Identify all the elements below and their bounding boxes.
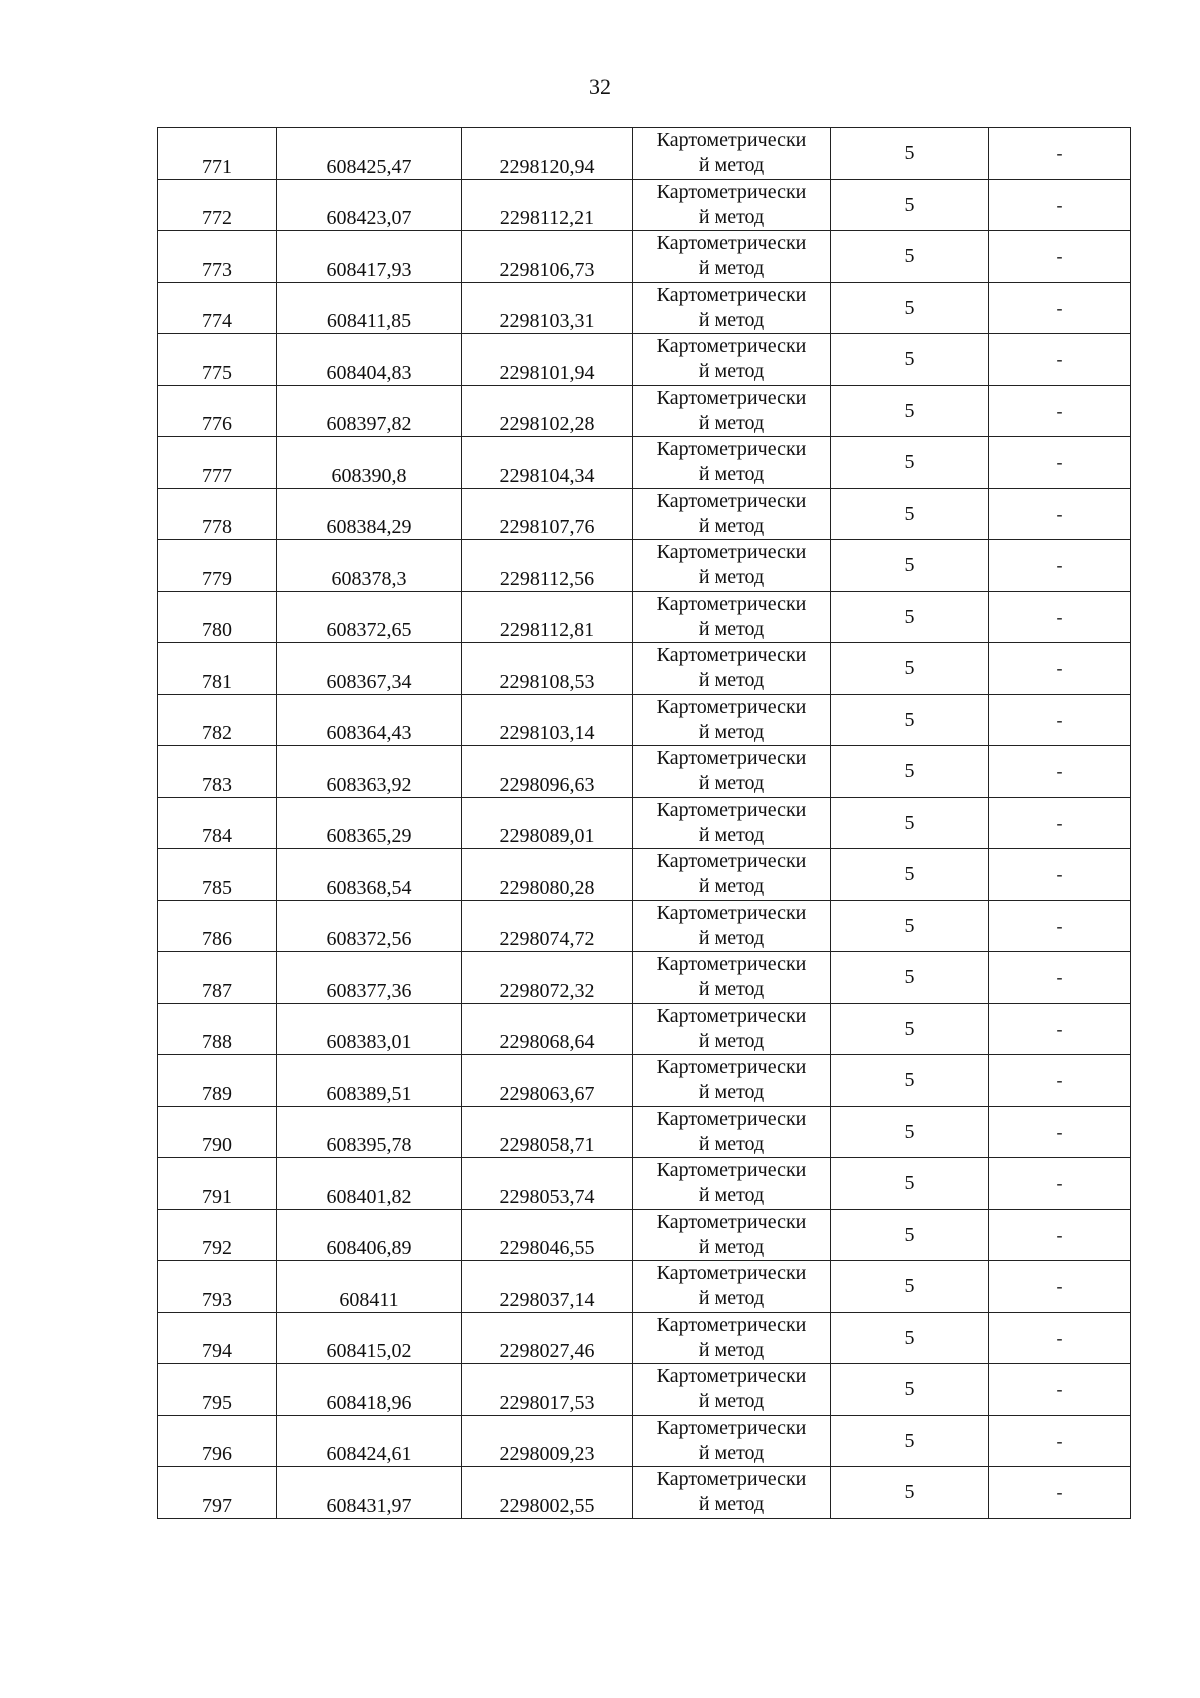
method-text-line-1: Картометрически xyxy=(656,1107,807,1130)
y-coordinate-cell: 2298103,31 xyxy=(462,282,633,334)
y-coordinate-cell: 2298058,71 xyxy=(462,1106,633,1158)
y-coordinate-cell: 2298027,46 xyxy=(462,1312,633,1364)
method-text-line-1: Картометрически xyxy=(656,541,807,564)
y-coordinate-cell: 2298089,01 xyxy=(462,797,633,849)
accuracy-cell: 5 xyxy=(831,1209,989,1261)
y-coordinate-cell: 2298009,23 xyxy=(462,1415,633,1467)
note-cell: - xyxy=(989,1158,1131,1210)
point-number-cell: 784 xyxy=(158,797,277,849)
note-cell: - xyxy=(989,746,1131,798)
x-coordinate-cell: 608377,36 xyxy=(277,952,462,1004)
y-coordinate-cell: 2298108,53 xyxy=(462,643,633,695)
y-coordinate-cell: 2298103,14 xyxy=(462,694,633,746)
table-row xyxy=(158,385,1131,437)
table-row xyxy=(158,1209,1131,1261)
y-coordinate-cell: 2298102,28 xyxy=(462,385,633,437)
point-number-cell: 790 xyxy=(158,1106,277,1158)
method-text-line-2: й метод xyxy=(698,720,765,743)
table-row xyxy=(158,952,1131,1004)
method-text-line-1: Картометрически xyxy=(656,1159,807,1182)
accuracy-cell: 5 xyxy=(831,488,989,540)
method-text-line-2: й метод xyxy=(698,566,765,589)
method-text-line-2: й метод xyxy=(698,1441,765,1464)
y-coordinate-cell: 2298112,81 xyxy=(462,591,633,643)
accuracy-cell: 5 xyxy=(831,128,989,180)
note-cell: - xyxy=(989,1261,1131,1313)
point-number-cell: 782 xyxy=(158,694,277,746)
method-text-line-2: й метод xyxy=(698,205,765,228)
table-row xyxy=(158,746,1131,798)
method-cell xyxy=(633,1209,831,1261)
point-number-cell: 775 xyxy=(158,334,277,386)
note-cell: - xyxy=(989,797,1131,849)
method-text-line-1: Картометрически xyxy=(656,1056,807,1079)
y-coordinate-cell: 2298017,53 xyxy=(462,1364,633,1416)
method-text-line-2: й метод xyxy=(698,772,765,795)
method-text-line-1: Картометрически xyxy=(656,232,807,255)
point-number-cell: 787 xyxy=(158,952,277,1004)
table-row xyxy=(158,282,1131,334)
method-text-line-2: й метод xyxy=(698,1029,765,1052)
method-cell xyxy=(633,128,831,180)
y-coordinate-cell: 2298074,72 xyxy=(462,900,633,952)
page-number: 32 xyxy=(589,74,611,99)
point-number-cell: 780 xyxy=(158,591,277,643)
table-row xyxy=(158,1106,1131,1158)
method-text-line-2: й метод xyxy=(698,411,765,434)
x-coordinate-cell: 608368,54 xyxy=(277,849,462,901)
method-text-line-1: Картометрически xyxy=(656,129,807,152)
method-text-line-1: Картометрически xyxy=(656,592,807,615)
x-coordinate-cell: 608417,93 xyxy=(277,231,462,283)
note-cell: - xyxy=(989,128,1131,180)
accuracy-cell: 5 xyxy=(831,1003,989,1055)
accuracy-cell: 5 xyxy=(831,1055,989,1107)
y-coordinate-cell: 2298101,94 xyxy=(462,334,633,386)
method-cell xyxy=(633,797,831,849)
accuracy-cell: 5 xyxy=(831,1364,989,1416)
method-cell xyxy=(633,385,831,437)
x-coordinate-cell: 608384,29 xyxy=(277,488,462,540)
accuracy-cell: 5 xyxy=(831,797,989,849)
y-coordinate-cell: 2298080,28 xyxy=(462,849,633,901)
method-text-line-1: Картометрически xyxy=(656,1210,807,1233)
accuracy-cell: 5 xyxy=(831,282,989,334)
method-text-line-1: Картометрически xyxy=(656,1416,807,1439)
method-cell xyxy=(633,179,831,231)
note-cell: - xyxy=(989,849,1131,901)
method-text-line-2: й метод xyxy=(698,1235,765,1258)
y-coordinate-cell: 2298107,76 xyxy=(462,488,633,540)
method-text-line-2: й метод xyxy=(698,1081,765,1104)
method-cell xyxy=(633,1055,831,1107)
table-row xyxy=(158,1467,1131,1519)
method-cell xyxy=(633,1467,831,1519)
method-text-line-1: Картометрически xyxy=(656,489,807,512)
point-number-cell: 777 xyxy=(158,437,277,489)
x-coordinate-cell: 608367,34 xyxy=(277,643,462,695)
y-coordinate-cell: 2298063,67 xyxy=(462,1055,633,1107)
method-cell xyxy=(633,282,831,334)
x-coordinate-cell: 608418,96 xyxy=(277,1364,462,1416)
table-row xyxy=(158,128,1131,180)
method-cell xyxy=(633,1158,831,1210)
method-cell xyxy=(633,488,831,540)
method-text-line-2: й метод xyxy=(698,978,765,1001)
method-text-line-1: Картометрически xyxy=(656,747,807,770)
method-text-line-1: Картометрически xyxy=(656,695,807,718)
point-number-cell: 771 xyxy=(158,128,277,180)
method-text-line-1: Картометрически xyxy=(656,901,807,924)
y-coordinate-cell: 2298072,32 xyxy=(462,952,633,1004)
point-number-cell: 791 xyxy=(158,1158,277,1210)
method-cell xyxy=(633,1364,831,1416)
method-text-line-2: й метод xyxy=(698,1338,765,1361)
table-row xyxy=(158,797,1131,849)
note-cell: - xyxy=(989,385,1131,437)
accuracy-cell: 5 xyxy=(831,437,989,489)
note-cell: - xyxy=(989,540,1131,592)
method-cell xyxy=(633,1261,831,1313)
table-row xyxy=(158,231,1131,283)
x-coordinate-cell: 608415,02 xyxy=(277,1312,462,1364)
note-cell: - xyxy=(989,952,1131,1004)
y-coordinate-cell: 2298068,64 xyxy=(462,1003,633,1055)
point-number-cell: 795 xyxy=(158,1364,277,1416)
x-coordinate-cell: 608404,83 xyxy=(277,334,462,386)
x-coordinate-cell: 608390,8 xyxy=(277,437,462,489)
method-text-line-2: й метод xyxy=(698,1493,765,1516)
method-text-line-1: Картометрически xyxy=(656,438,807,461)
table-row xyxy=(158,900,1131,952)
note-cell: - xyxy=(989,1106,1131,1158)
method-cell xyxy=(633,540,831,592)
x-coordinate-cell: 608364,43 xyxy=(277,694,462,746)
table-row xyxy=(158,591,1131,643)
method-text-line-1: Картометрически xyxy=(656,335,807,358)
x-coordinate-cell: 608372,65 xyxy=(277,591,462,643)
point-number-cell: 793 xyxy=(158,1261,277,1313)
accuracy-cell: 5 xyxy=(831,849,989,901)
method-text-line-2: й метод xyxy=(698,257,765,280)
y-coordinate-cell: 2298112,21 xyxy=(462,179,633,231)
table-row xyxy=(158,1003,1131,1055)
accuracy-cell: 5 xyxy=(831,1312,989,1364)
accuracy-cell: 5 xyxy=(831,1158,989,1210)
note-cell: - xyxy=(989,437,1131,489)
table-row xyxy=(158,1158,1131,1210)
note-cell: - xyxy=(989,1415,1131,1467)
note-cell: - xyxy=(989,334,1131,386)
note-cell: - xyxy=(989,643,1131,695)
note-cell: - xyxy=(989,488,1131,540)
method-text-line-1: Картометрически xyxy=(656,1262,807,1285)
table-row xyxy=(158,540,1131,592)
x-coordinate-cell: 608411 xyxy=(277,1261,462,1313)
method-text-line-2: й метод xyxy=(698,308,765,331)
point-number-cell: 778 xyxy=(158,488,277,540)
accuracy-cell: 5 xyxy=(831,1261,989,1313)
method-text-line-2: й метод xyxy=(698,669,765,692)
method-cell xyxy=(633,1003,831,1055)
point-number-cell: 772 xyxy=(158,179,277,231)
x-coordinate-cell: 608395,78 xyxy=(277,1106,462,1158)
y-coordinate-cell: 2298002,55 xyxy=(462,1467,633,1519)
accuracy-cell: 5 xyxy=(831,540,989,592)
method-cell xyxy=(633,746,831,798)
method-cell xyxy=(633,643,831,695)
point-number-cell: 797 xyxy=(158,1467,277,1519)
x-coordinate-cell: 608397,82 xyxy=(277,385,462,437)
method-text-line-2: й метод xyxy=(698,1132,765,1155)
x-coordinate-cell: 608411,85 xyxy=(277,282,462,334)
method-text-line-1: Картометрически xyxy=(656,180,807,203)
point-number-cell: 779 xyxy=(158,540,277,592)
table-row xyxy=(158,694,1131,746)
method-text-line-1: Картометрически xyxy=(656,850,807,873)
point-number-cell: 773 xyxy=(158,231,277,283)
method-text-line-2: й метод xyxy=(698,617,765,640)
table-row xyxy=(158,437,1131,489)
method-cell xyxy=(633,1312,831,1364)
x-coordinate-cell: 608423,07 xyxy=(277,179,462,231)
y-coordinate-cell: 2298112,56 xyxy=(462,540,633,592)
method-text-line-2: й метод xyxy=(698,926,765,949)
point-number-cell: 786 xyxy=(158,900,277,952)
method-cell xyxy=(633,694,831,746)
table-row xyxy=(158,179,1131,231)
accuracy-cell: 5 xyxy=(831,694,989,746)
point-number-cell: 794 xyxy=(158,1312,277,1364)
method-text-line-1: Картометрически xyxy=(656,798,807,821)
method-text-line-1: Картометрически xyxy=(656,1468,807,1491)
coordinates-table xyxy=(157,127,1131,1519)
method-text-line-1: Картометрически xyxy=(656,1313,807,1336)
method-cell xyxy=(633,334,831,386)
note-cell: - xyxy=(989,1055,1131,1107)
y-coordinate-cell: 2298046,55 xyxy=(462,1209,633,1261)
point-number-cell: 796 xyxy=(158,1415,277,1467)
accuracy-cell: 5 xyxy=(831,385,989,437)
note-cell: - xyxy=(989,231,1131,283)
x-coordinate-cell: 608383,01 xyxy=(277,1003,462,1055)
y-coordinate-cell: 2298106,73 xyxy=(462,231,633,283)
x-coordinate-cell: 608365,29 xyxy=(277,797,462,849)
note-cell: - xyxy=(989,1003,1131,1055)
table-row xyxy=(158,1312,1131,1364)
y-coordinate-cell: 2298104,34 xyxy=(462,437,633,489)
note-cell: - xyxy=(989,694,1131,746)
accuracy-cell: 5 xyxy=(831,1415,989,1467)
method-cell xyxy=(633,231,831,283)
accuracy-cell: 5 xyxy=(831,179,989,231)
accuracy-cell: 5 xyxy=(831,1467,989,1519)
point-number-cell: 781 xyxy=(158,643,277,695)
y-coordinate-cell: 2298053,74 xyxy=(462,1158,633,1210)
method-cell xyxy=(633,900,831,952)
note-cell: - xyxy=(989,1467,1131,1519)
method-text-line-2: й метод xyxy=(698,875,765,898)
method-text-line-2: й метод xyxy=(698,360,765,383)
method-text-line-1: Картометрически xyxy=(656,644,807,667)
method-text-line-2: й метод xyxy=(698,514,765,537)
method-text-line-2: й метод xyxy=(698,154,765,177)
accuracy-cell: 5 xyxy=(831,1106,989,1158)
method-text-line-1: Картометрически xyxy=(656,1365,807,1388)
point-number-cell: 785 xyxy=(158,849,277,901)
note-cell: - xyxy=(989,282,1131,334)
note-cell: - xyxy=(989,1364,1131,1416)
method-text-line-2: й метод xyxy=(698,1184,765,1207)
method-cell xyxy=(633,952,831,1004)
accuracy-cell: 5 xyxy=(831,746,989,798)
x-coordinate-cell: 608424,61 xyxy=(277,1415,462,1467)
x-coordinate-cell: 608425,47 xyxy=(277,128,462,180)
accuracy-cell: 5 xyxy=(831,231,989,283)
method-cell xyxy=(633,591,831,643)
point-number-cell: 788 xyxy=(158,1003,277,1055)
y-coordinate-cell: 2298120,94 xyxy=(462,128,633,180)
method-text-line-1: Картометрически xyxy=(656,283,807,306)
method-text-line-2: й метод xyxy=(698,463,765,486)
y-coordinate-cell: 2298096,63 xyxy=(462,746,633,798)
point-number-cell: 792 xyxy=(158,1209,277,1261)
x-coordinate-cell: 608431,97 xyxy=(277,1467,462,1519)
method-cell xyxy=(633,437,831,489)
method-text-line-1: Картометрически xyxy=(656,1004,807,1027)
method-text-line-1: Картометрически xyxy=(656,386,807,409)
method-text-line-2: й метод xyxy=(698,1390,765,1413)
accuracy-cell: 5 xyxy=(831,643,989,695)
method-cell xyxy=(633,1415,831,1467)
note-cell: - xyxy=(989,1209,1131,1261)
x-coordinate-cell: 608372,56 xyxy=(277,900,462,952)
point-number-cell: 774 xyxy=(158,282,277,334)
table-row xyxy=(158,334,1131,386)
method-text-line-1: Картометрически xyxy=(656,953,807,976)
accuracy-cell: 5 xyxy=(831,900,989,952)
method-text-line-2: й метод xyxy=(698,823,765,846)
table-row xyxy=(158,1415,1131,1467)
note-cell: - xyxy=(989,900,1131,952)
y-coordinate-cell: 2298037,14 xyxy=(462,1261,633,1313)
point-number-cell: 776 xyxy=(158,385,277,437)
point-number-cell: 783 xyxy=(158,746,277,798)
method-cell xyxy=(633,1106,831,1158)
x-coordinate-cell: 608389,51 xyxy=(277,1055,462,1107)
note-cell: - xyxy=(989,591,1131,643)
note-cell: - xyxy=(989,1312,1131,1364)
note-cell: - xyxy=(989,179,1131,231)
point-number-cell: 789 xyxy=(158,1055,277,1107)
accuracy-cell: 5 xyxy=(831,591,989,643)
x-coordinate-cell: 608406,89 xyxy=(277,1209,462,1261)
method-cell xyxy=(633,849,831,901)
table-row xyxy=(158,1055,1131,1107)
coordinates-table-body xyxy=(158,128,1131,1519)
table-row xyxy=(158,1364,1131,1416)
table-row xyxy=(158,849,1131,901)
x-coordinate-cell: 608401,82 xyxy=(277,1158,462,1210)
table-row xyxy=(158,643,1131,695)
x-coordinate-cell: 608363,92 xyxy=(277,746,462,798)
method-text-line-2: й метод xyxy=(698,1287,765,1310)
accuracy-cell: 5 xyxy=(831,952,989,1004)
table-row xyxy=(158,488,1131,540)
x-coordinate-cell: 608378,3 xyxy=(277,540,462,592)
table-row xyxy=(158,1261,1131,1313)
accuracy-cell: 5 xyxy=(831,334,989,386)
